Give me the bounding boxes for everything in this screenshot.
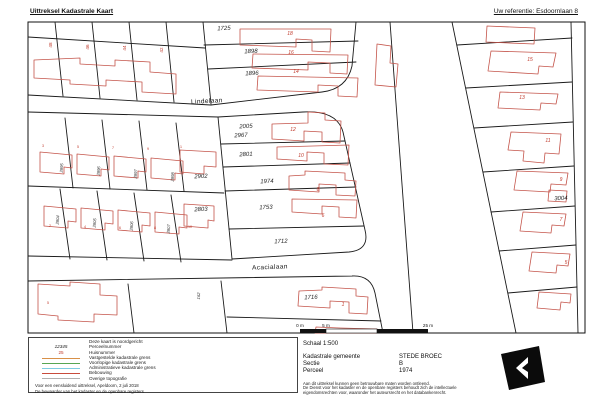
parcel-number-label-rotated: 2806 [128,221,135,231]
parcel-number-label: 1716 [304,294,318,302]
house-number-label: 16 [288,50,294,56]
house-number-label: 10 [298,153,304,159]
parcel-number-label: 1974 [260,178,274,186]
parcel-number-label: 1712 [274,238,288,246]
legend-footnote-2: De bewaarder van het kadaster en de openbare registers [35,388,144,394]
street-name-label: Acacialaan [251,263,288,272]
legend-label: Huisnummer [89,349,116,355]
house-number-label: 12 [290,127,296,133]
house-number-label: 15 [527,57,533,63]
kadaster-logo-shape [501,346,545,390]
legend-symbol [33,373,89,374]
house-number-label-rotated: 44 [122,45,127,51]
legend-symbol [33,363,89,364]
parcel-number-label: 1898 [244,48,258,56]
disclaimer-line: De Dienst voor het kadaster en de openbare registers behoudt zich de intellectuele [303,385,457,391]
info-rows [303,354,503,376]
legend-line-swatch [42,378,80,379]
street-name-label: Lindelaan [190,97,223,106]
document-title: Uittreksel Kadastrale Kaart [30,8,114,15]
parcel-number-label: 3004 [554,195,568,203]
parcel-number-label-rotated: 2805 [91,218,98,228]
legend-line-swatch [42,363,80,364]
house-number-label-small: 9 [147,147,149,151]
info-value: B [399,361,404,368]
legend-symbol [33,378,89,379]
parcel-number-label-rotated: 2896 [95,166,102,176]
info-row [303,361,503,368]
house-number-label: 18 [287,31,293,37]
legend-label: Overige topografie [89,375,127,381]
scale-bar-tick-label: 25 m [422,323,434,328]
scale-bar-tick-label: 0 m [296,323,304,328]
house-number-label-small: 1 [180,145,182,149]
legend-symbol: 12345 [54,344,68,350]
parcel-number-label-rotated: 162 [195,292,202,300]
legend-box [28,337,298,393]
house-number-label: 13 [519,95,525,101]
parcel-number-label: 2803 [194,206,208,214]
scale-text: Schaal 1:500 [303,341,339,347]
kadaster-logo [497,344,549,392]
parcel-number-label: 1896 [245,70,259,78]
house-number-label: 1 [341,302,345,308]
parcel-number-label-rotated: 2897 [132,169,139,179]
info-label: Perceel [303,368,324,375]
house-number-label: 6 [321,213,325,219]
info-value: 1974 [399,368,413,375]
legend-symbol [33,368,89,369]
house-number-label: 5 [564,260,568,266]
legend-rows [33,340,297,382]
house-number-label: 11 [545,138,551,144]
info-row [303,368,503,375]
house-number-label-rotated: 42 [159,47,164,53]
house-number-label-small: 4 [84,225,86,229]
legend-line-swatch [42,373,80,374]
house-number-label: 8 [316,187,320,193]
house-number-label: 7 [559,217,563,223]
legend-label: Perceelnummer [89,344,122,350]
scale-bar-tick-label: 5 m [322,323,330,328]
house-number-label-small: 10 [188,225,192,229]
house-number-label-rotated: 48 [48,42,53,48]
info-row [303,354,503,361]
legend-line-swatch [42,358,80,359]
house-number-label-small: 3 [42,144,44,148]
scale-bar [300,329,428,333]
legend-footnote-1: Voor een eensluidend uittreksel, Apeldoorn, 2 juli 2018 [35,382,139,388]
info-label: Sectie [303,361,320,368]
legend-label: Deze kaart is noordgericht [89,339,143,345]
legend-symbol: 25 [58,349,64,355]
legend-symbol [33,358,89,359]
legend-label: Administratieve kadastrale grens [89,365,156,371]
disclaimer-line: eigendomsrechten voor, waaronder het auteursrecht en het databankenrecht. [303,390,447,396]
parcel-number-label: 2902 [194,173,208,181]
parcel-number-label: 2967 [234,132,248,140]
parcel-number-label: 1725 [217,25,231,33]
info-panel [303,341,503,396]
house-number-label: 9 [559,177,563,183]
map-frame [28,22,585,333]
parcel-number-label-rotated: 2804 [54,215,61,225]
house-number-label-small: 7 [112,146,114,150]
info-label: Kadastrale gemeente [303,354,361,360]
legend-row [33,376,297,381]
house-number-label-small: 6 [119,226,121,230]
legend-label: Vastgestelde kadastrale grens [89,354,151,360]
disclaimer-text [303,382,503,396]
house-number-label: 14 [293,69,299,75]
house-number-label-small: 5 [47,301,49,305]
reference-text: Uw referentie: Esdoornlaan 8 [493,8,578,15]
house-number-label-small: 5 [77,145,79,149]
parcel-number-label: 1753 [259,204,273,212]
info-value: STEDE BROEC [399,354,443,360]
parcel-number-label-rotated: 2807 [165,224,172,234]
parcel-number-label-rotated: 2898 [169,172,176,182]
legend-label: Voorlopige kadastrale grens [89,360,146,366]
house-number-label-rotated: 46 [85,44,90,50]
house-number-label-small: 2 [49,224,51,228]
house-number-label-small: 8 [154,226,156,230]
parcel-number-label-rotated: 2895 [58,163,65,173]
legend-label: Bebouwing [89,370,112,376]
disclaimer-line: Aan dit uittreksel kunnen geen betrouwbare maten worden ontleend. [303,380,430,386]
parcel-number-label: 2005 [239,123,253,131]
parcel-number-label: 2801 [239,151,253,159]
legend-line-swatch [42,368,80,369]
